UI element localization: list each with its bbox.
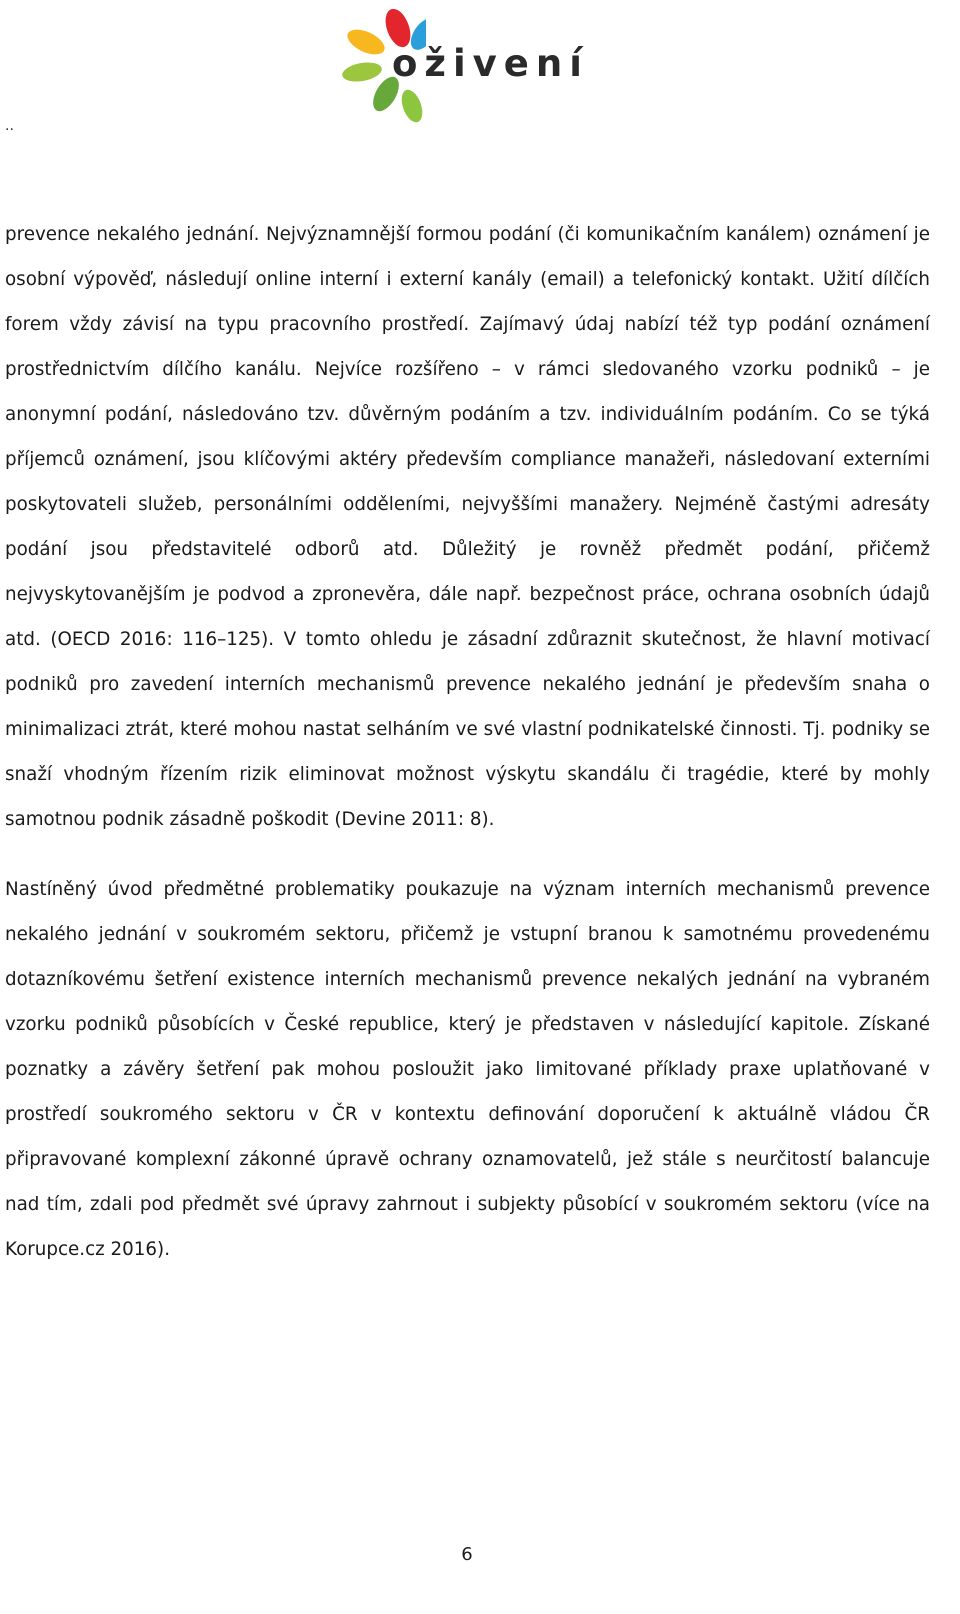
green-petal-left (341, 60, 384, 85)
paragraph-2: Nastíněný úvod předmětné problematiky poukazuje na význam interních mechanismů prevence nekalého jednání v soukromém sektoru, přičemž je vstupní branou k samotnému provedenému dotazníkovému šetření existence interních mechanismů prevence nekalých jednání na vybraném vzorku podniků působících v České republice, který je představen v následující kapitole. Získané poznatky a závěry šetření pak mohou posloužit jako limitované příklady praxe uplatňované v prostředí soukromého sektoru v ČR v kontextu definování doporučení k aktuálně vládou ČR připravované komplexní zákonné úpravě ochrany oznamovatelů, jež stále s neurčitostí balancuje nad tím, zdali pod předmět své úpravy zahrnout i subjekty působící v soukromém sektoru (více na Korupce.cz 2016). (5, 879, 930, 1260)
paragraph-1: prevence nekalého jednání. Nejvýznamnější formou podání (či komunikačním kanálem) oznámení je osobní výpověď, následují online interní i externí kanály (email) a telefonický kontakt. Užití dílčích forem vždy závisí na typu pracovního prostředí. Zajímavý údaj nabízí též typ podání oznámení prostřednictvím dílčího kanálu. Nejvíce rozšířeno – v rámci sledovaného vzorku podniků – je anonymní podání, následováno tzv. důvěrným podáním a tzv. individuálním podáním. Co se týká příjemců oznámení, jsou klíčovými aktéry především compliance manažeři, následovaní externími poskytovateli služeb, personálními odděleními, nejvyššími manažery. Nejméně častými adresáty podání jsou představitelé odborů atd. Důležitý je rovněž předmět podání, přičemž nejvyskytovanějším je podvod a zpronevěra, dále např. bezpečnost práce, ochrana osobních údajů atd. (OECD 2016: 116–125). V tomto ohledu je zásadní zdůraznit skutečnost, že hlavní motivací podniků pro zavedení interních mechanismů prevence nekalého jednání je především snaha o minimalizaci ztrát, které mohou nastat selháním ve své vlastní podnikatelské činnosti. Tj. podniky se snaží vhodným řízením rizik eliminovat možnost výskytu skandálu či tragédie, které by mohly samotnou podnik zásadně poškodit (Devine 2011: 8). (5, 224, 930, 830)
oziveni-logo (336, 2, 596, 132)
header-mark: .. (5, 118, 14, 134)
page-number: 6 (461, 1544, 473, 1565)
document-body (5, 212, 930, 1272)
logo-wordmark: oživení (392, 42, 589, 85)
orange-petal (344, 24, 389, 59)
green-petal-right (398, 87, 426, 125)
